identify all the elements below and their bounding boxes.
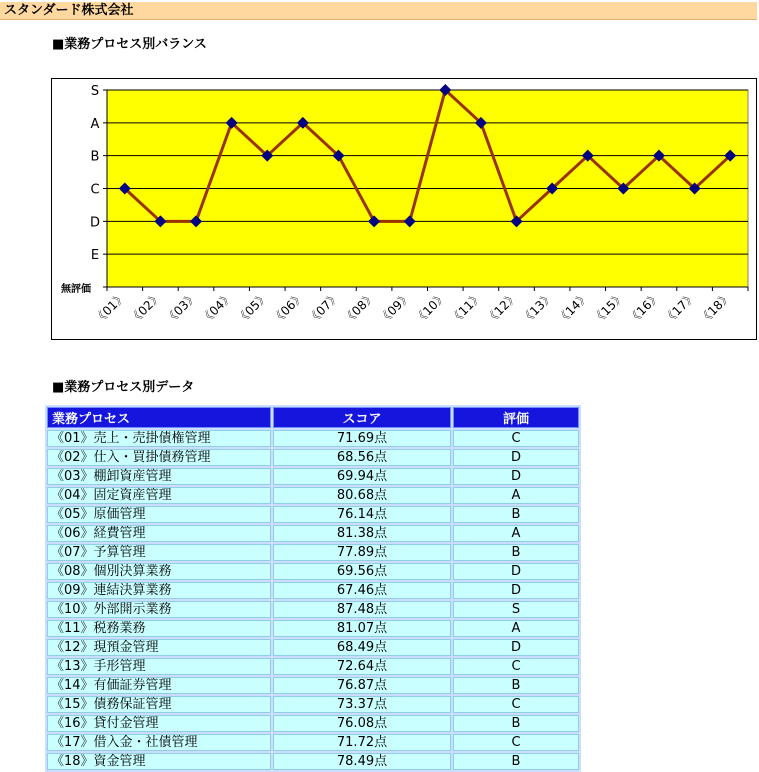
process-name-cell: 《08》個別決算業務 [47, 563, 271, 580]
score-cell: 78.49点 [273, 753, 451, 770]
table-section-title: ■業務プロセス別データ [52, 380, 195, 395]
score-cell: 71.72点 [273, 734, 451, 751]
x-tick-label: 《17》 [661, 289, 699, 327]
table-row [47, 601, 579, 618]
process-name-cell: 《06》経費管理 [47, 525, 271, 542]
x-tick-label: 《03》 [162, 289, 201, 327]
x-tick-label: 《16》 [625, 289, 664, 327]
process-name-cell: 《17》借入金・社債管理 [47, 734, 271, 751]
x-tick-label: 《09》 [376, 289, 414, 327]
table-row [47, 430, 579, 447]
rating-cell: B [453, 677, 579, 694]
process-name-cell: 《07》予算管理 [47, 544, 271, 561]
process-name-cell: 《15》債務保証管理 [47, 696, 271, 713]
x-tick-label: 《11》 [447, 289, 486, 327]
x-tick-label: 《12》 [482, 289, 521, 327]
process-name-cell: 《12》現預金管理 [47, 639, 271, 656]
rating-cell: B [453, 715, 579, 732]
rating-cell: S [453, 601, 579, 618]
process-name-cell: 《02》仕入・買掛債務管理 [47, 449, 271, 466]
table-row [47, 620, 579, 637]
x-tick-label: 《06》 [269, 289, 307, 327]
chart-section-title: ■業務プロセス別バランス [52, 37, 207, 52]
process-name-cell: 《16》貸付金管理 [47, 715, 271, 732]
table-row [47, 506, 579, 523]
score-cell: 67.46点 [273, 582, 451, 599]
score-cell: 73.37点 [273, 696, 451, 713]
score-cell: 80.68点 [273, 487, 451, 504]
rating-cell: B [453, 753, 579, 770]
rating-cell: A [453, 525, 579, 542]
table-row [47, 544, 579, 561]
table-row [47, 582, 579, 599]
rating-cell: C [453, 696, 579, 713]
y-tick-label: S [90, 84, 100, 99]
score-cell: 68.49点 [273, 639, 451, 656]
table-row [47, 677, 579, 694]
score-cell: 69.94点 [273, 468, 451, 485]
table-row [47, 639, 579, 656]
x-tick-label: 《07》 [304, 289, 343, 327]
x-tick-label: 《15》 [589, 289, 628, 327]
table-row [47, 715, 579, 732]
header-rating: 評価 [453, 407, 579, 428]
x-tick-label: 《05》 [233, 289, 272, 327]
table-row [47, 563, 579, 580]
rating-cell: D [453, 639, 579, 656]
rating-cell: A [453, 487, 579, 504]
score-cell: 72.64点 [273, 658, 451, 675]
y-tick-label: D [89, 215, 101, 231]
table-row [47, 525, 579, 542]
table-header-row [47, 407, 579, 428]
process-name-cell: 《10》外部開示業務 [47, 601, 271, 618]
rating-cell: A [453, 620, 579, 637]
score-cell: 87.48点 [273, 601, 451, 618]
process-data-table [45, 405, 581, 772]
score-cell: 76.87点 [273, 677, 451, 694]
table-row [47, 753, 579, 770]
score-cell: 76.08点 [273, 715, 451, 732]
y-tick-label: A [90, 116, 100, 132]
y-tick-label: C [90, 182, 100, 198]
table-row [47, 468, 579, 485]
process-name-cell: 《04》固定資産管理 [47, 487, 271, 504]
table-row [47, 487, 579, 504]
process-name-cell: 《03》棚卸資産管理 [47, 468, 271, 485]
table-row [47, 696, 579, 713]
rating-cell: D [453, 468, 579, 485]
process-name-cell: 《13》手形管理 [47, 658, 271, 675]
process-name-cell: 《01》売上・売掛債権管理 [47, 430, 271, 447]
score-cell: 77.89点 [273, 544, 451, 561]
x-tick-label: 《18》 [696, 289, 735, 327]
score-cell: 68.56点 [273, 449, 451, 466]
process-name-cell: 《11》税務業務 [47, 620, 271, 637]
y-tick-label: E [90, 248, 100, 264]
balance-line-chart [0, 0, 759, 345]
y-tick-label: 無評価 [61, 284, 91, 295]
score-cell: 69.56点 [273, 563, 451, 580]
x-tick-label: 《10》 [411, 289, 450, 327]
table-row [47, 658, 579, 675]
process-name-cell: 《18》資金管理 [47, 753, 271, 770]
rating-cell: C [453, 430, 579, 447]
header-process: 業務プロセス [47, 407, 271, 428]
company-name-bar: スタンダード株式会社 [0, 2, 757, 20]
x-tick-label: 《08》 [340, 289, 379, 327]
x-tick-label: 《02》 [126, 289, 165, 327]
process-name-cell: 《05》原価管理 [47, 506, 271, 523]
rating-cell: C [453, 734, 579, 751]
rating-cell: B [453, 544, 579, 561]
rating-cell: D [453, 449, 579, 466]
x-tick-label: 《14》 [554, 289, 592, 327]
rating-cell: B [453, 506, 579, 523]
table-row [47, 449, 579, 466]
rating-cell: D [453, 563, 579, 580]
process-name-cell: 《09》連結決算業務 [47, 582, 271, 599]
y-tick-label: B [90, 149, 100, 165]
x-tick-label: 《13》 [518, 289, 557, 327]
header-score: スコア [273, 407, 451, 428]
score-cell: 71.69点 [273, 430, 451, 447]
rating-cell: C [453, 658, 579, 675]
x-tick-label: 《04》 [198, 289, 236, 327]
process-name-cell: 《14》有価証券管理 [47, 677, 271, 694]
rating-cell: D [453, 582, 579, 599]
score-cell: 76.14点 [273, 506, 451, 523]
score-cell: 81.38点 [273, 525, 451, 542]
table-row [47, 734, 579, 751]
score-cell: 81.07点 [273, 620, 451, 637]
x-tick-label: 《01》 [91, 289, 129, 327]
